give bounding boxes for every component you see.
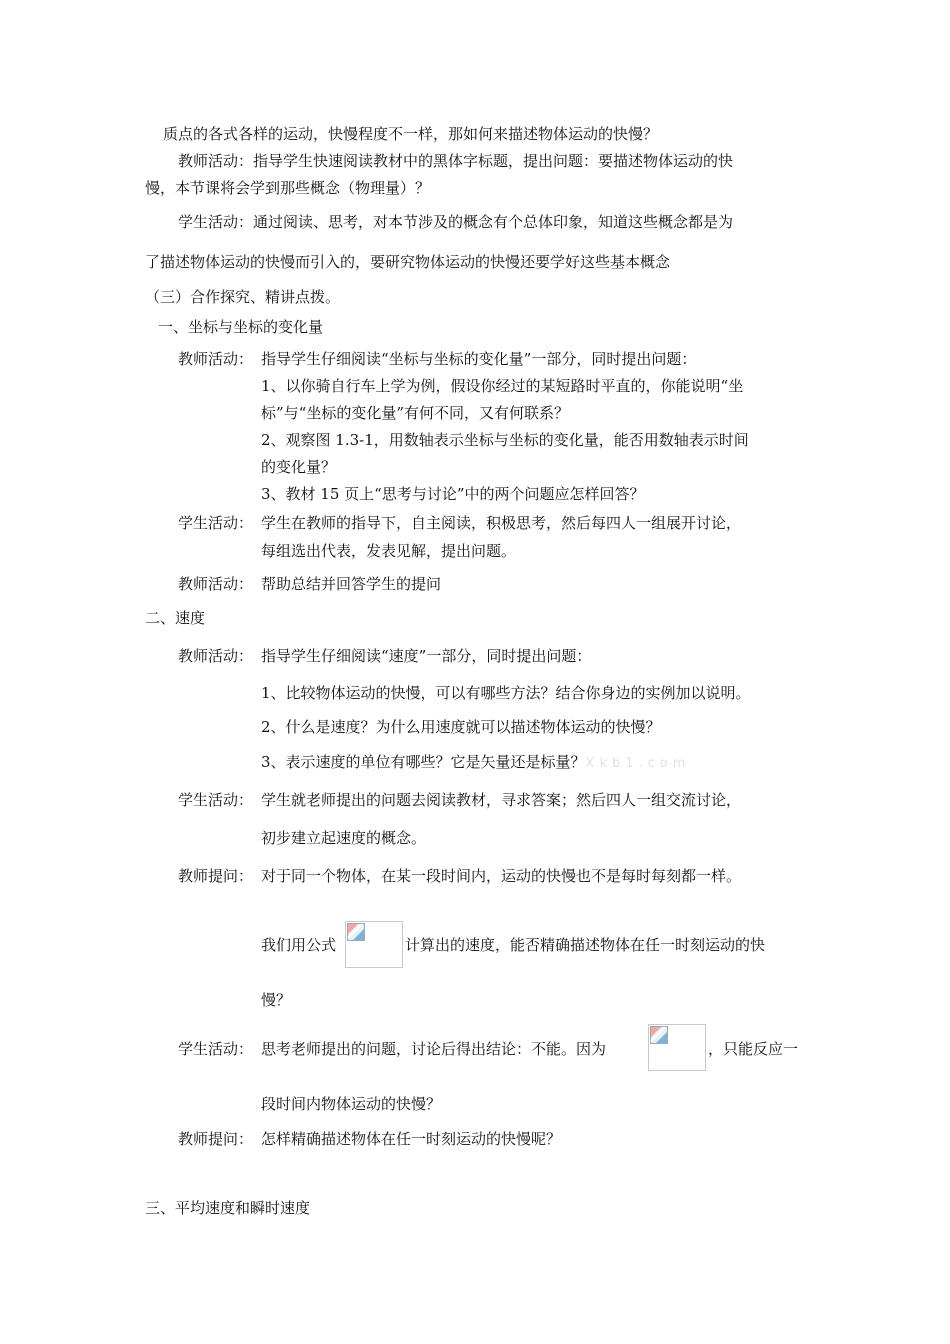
part-1-question-3: 3、教材 15 页上“思考与讨论”中的两个问题应怎样回答？	[261, 485, 645, 503]
part-1-teacher-2-text: 帮助总结并回答学生的提问	[261, 575, 442, 593]
part-1-question-2-line-1: 2、观察图 1.3-1，用数轴表示坐标与坐标的变化量，能否用数轴表示时间	[261, 431, 749, 449]
formula-image-placeholder-2	[648, 1024, 706, 1071]
part-1-student-line-1: 学生在教师的指导下，自主阅读，积极思考，然后每四人一组展开讨论，	[261, 514, 742, 532]
part-1-student-line-2: 每组选出代表，发表见解，提出问题。	[261, 542, 517, 560]
part-2-teacher-text: 指导学生仔细阅读“速度”一部分，同时提出问题：	[261, 647, 592, 665]
part-1-student-label: 学生活动：	[178, 514, 254, 532]
part-2-ask-label: 教师提问：	[178, 867, 254, 885]
part-2-ask-line-2a: 我们用公式	[261, 936, 337, 954]
broken-image-icon	[347, 923, 365, 941]
part-3-heading: 三、平均速度和瞬时速度	[145, 1199, 311, 1217]
intro-paragraph-2-line-2: 慢，本节课将会学到那些概念（物理量）？	[145, 179, 431, 197]
part-2-student-2-line-2: 段时间内物体运动的快慢？	[261, 1095, 442, 1113]
part-2-student-line-1: 学生就老师提出的问题去阅读教材，寻求答案；然后四人一组交流讨论，	[261, 791, 742, 809]
formula-image-placeholder	[345, 921, 403, 968]
part-2-ask-2-text: 怎样精确描述物体在任一时刻运动的快慢呢？	[261, 1130, 562, 1148]
intro-paragraph-2-line-1: 教师活动：指导学生快速阅读教材中的黑体字标题，提出问题：要描述物体运动的快	[178, 152, 734, 170]
part-2-question-1: 1、比较物体运动的快慢，可以有哪些方法？结合你身边的实例加以说明。	[261, 684, 751, 702]
part-2-question-3-text: 3、表示速度的单位有哪些？它是矢量还是标量？	[261, 753, 586, 771]
part-2-ask-line-3: 慢？	[261, 991, 292, 1009]
section-3-heading: （三）合作探究、精讲点拨。	[145, 288, 341, 306]
part-1-question-1-line-1: 1、以你骑自行车上学为例，假设你经过的某短路时平直的，你能说明“坐	[261, 377, 744, 395]
part-2-student-2-line-1b: ，只能反应一	[708, 1040, 799, 1058]
part-1-heading: 一、坐标与坐标的变化量	[158, 318, 324, 336]
intro-paragraph-3-line-1: 学生活动：通过阅读、思考，对本节涉及的概念有个总体印象，知道这些概念都是为	[178, 213, 734, 231]
part-2-question-3	[261, 752, 690, 774]
part-1-teacher-label: 教师活动：	[178, 350, 254, 368]
part-2-student-label: 学生活动：	[178, 791, 254, 809]
part-1-question-2-line-2: 的变化量？	[261, 458, 337, 476]
part-2-ask-line-2b: 计算出的速度，能否精确描述物体在任一时刻运动的快	[405, 936, 766, 954]
part-1-question-1-line-2: 标”与“坐标的变化量”有何不同，又有何联系？	[261, 404, 570, 422]
part-2-teacher-label: 教师活动：	[178, 647, 254, 665]
part-2-ask-2-label: 教师提问：	[178, 1130, 254, 1148]
watermark: Xkb1.com	[585, 756, 691, 771]
intro-paragraph-1: 质点的各式各样的运动，快慢程度不一样，那如何来描述物体运动的快慢？	[163, 125, 659, 143]
part-2-student-2-line-1a: 思考老师提出的问题，讨论后得出结论：不能。因为	[261, 1040, 607, 1058]
part-1-teacher-2-label: 教师活动：	[178, 575, 254, 593]
part-2-student-2-label: 学生活动：	[178, 1040, 254, 1058]
part-2-heading: 二、速度	[145, 609, 206, 627]
part-1-teacher-text: 指导学生仔细阅读“坐标与坐标的变化量”一部分，同时提出问题：	[261, 350, 697, 368]
intro-paragraph-3-line-2: 了描述物体运动的快慢而引入的，要研究物体运动的快慢还要学好这些基本概念	[145, 253, 671, 271]
broken-image-icon	[650, 1026, 668, 1044]
part-2-question-2: 2、什么是速度？为什么用速度就可以描述物体运动的快慢？	[261, 718, 661, 736]
part-2-ask-line-1: 对于同一个物体，在某一段时间内，运动的快慢也不是每时每刻都一样。	[261, 867, 742, 885]
part-2-student-line-2: 初步建立起速度的概念。	[261, 829, 427, 847]
